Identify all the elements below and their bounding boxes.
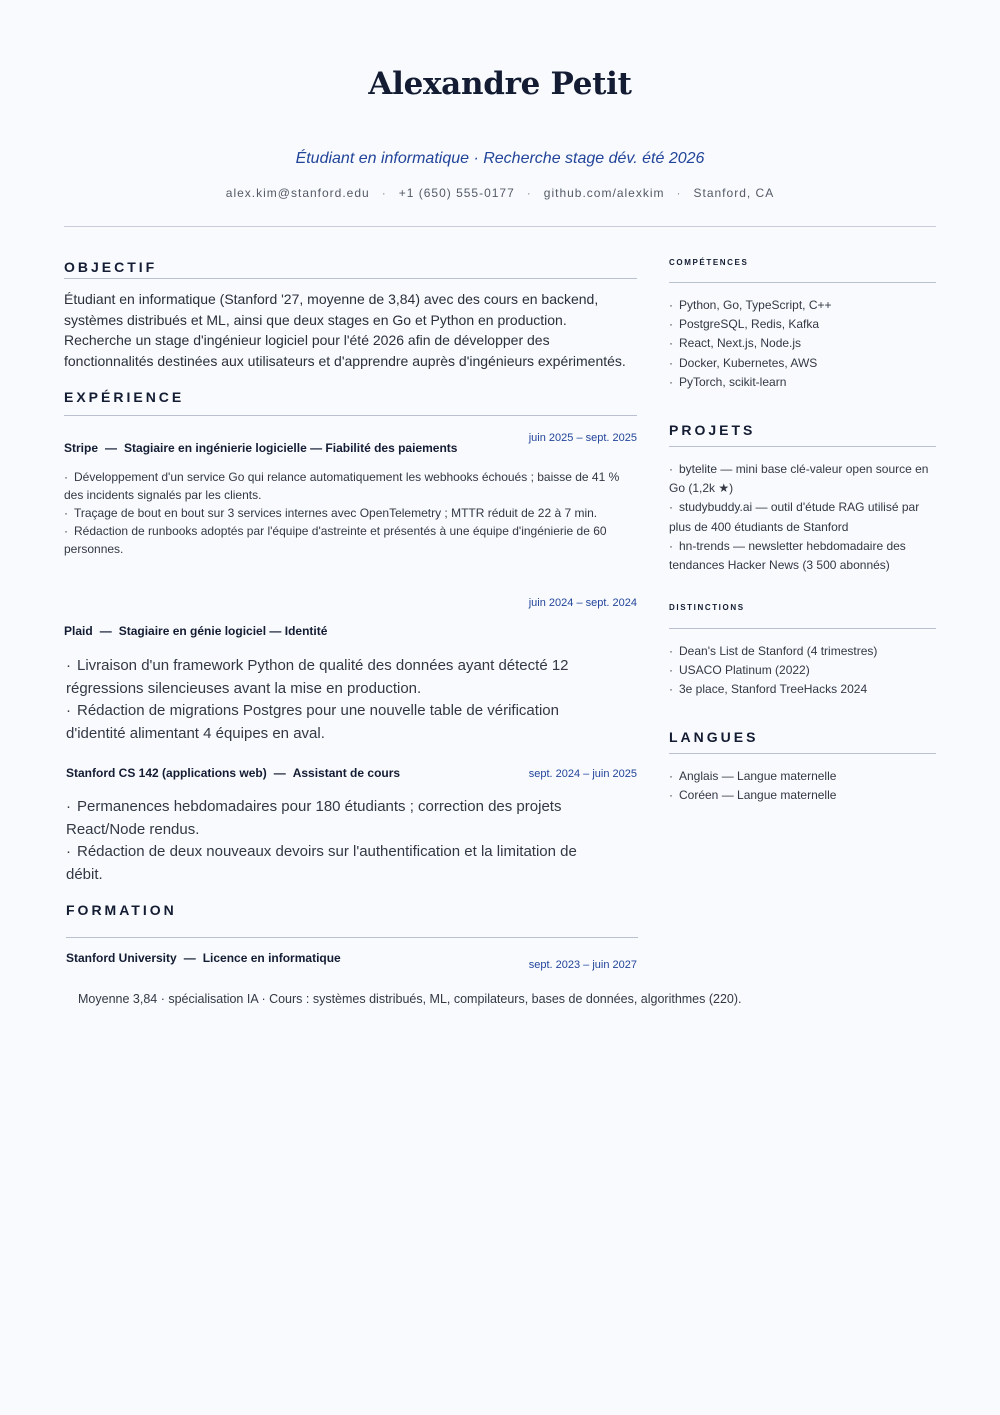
list-item: · PostgreSQL, Redis, Kafka xyxy=(669,315,937,334)
contact-separator: · xyxy=(381,186,387,200)
objective-text: Étudiant en informatique (Stanford '27, moyenne de 3,84) avec des cours en backend, systèmes distribués et ML, ainsi que deux stages en Go et Python en production. Recherche un stage d'ingénieur logiciel pour l'été 2026 afin de développer des fonctionnalités destinées aux utilisateurs et d'apprendre auprès d'ingénieurs expérimentés. xyxy=(64,291,626,369)
list-item: · React, Next.js, Node.js xyxy=(669,334,937,353)
objective-heading: OBJECTIF xyxy=(64,259,158,275)
contact-separator: · xyxy=(526,186,532,200)
job-dates: juin 2024 – sept. 2024 xyxy=(528,597,637,609)
list-item: · Coréen — Langue maternelle xyxy=(669,786,937,805)
contact-phone: +1 (650) 555-0177 xyxy=(398,186,515,200)
education-dash: — xyxy=(183,951,196,965)
languages-rule xyxy=(669,753,936,754)
list-item: · Rédaction de migrations Postgres pour une nouvelle table de vérification d'identité alimentant 4 équipes en aval. xyxy=(66,700,616,745)
candidate-name: Alexandre Petit xyxy=(368,66,632,102)
education-school: Stanford University xyxy=(66,951,177,965)
list-item: · 3e place, Stanford TreeHacks 2024 xyxy=(669,680,937,699)
projects-list xyxy=(669,460,937,575)
list-item: · USACO Platinum (2022) xyxy=(669,661,937,680)
contact-location: Stanford, CA xyxy=(693,186,775,200)
list-item: · studybuddy.ai — outil d'étude RAG utilisé par plus de 400 étudiants de Stanford xyxy=(669,498,937,536)
experience-rule xyxy=(64,415,637,416)
job-role: Assistant de cours xyxy=(292,766,401,780)
job-title xyxy=(64,624,327,638)
job-role: Stagiaire en génie logiciel — Identité xyxy=(118,624,328,638)
skills-list xyxy=(669,296,937,392)
list-item: · Dean's List de Stanford (4 trimestres) xyxy=(669,642,937,661)
list-item: · Docker, Kubernetes, AWS xyxy=(669,354,937,373)
job-org: Stanford CS 142 (applications web) xyxy=(66,766,267,780)
education-heading: FORMATION xyxy=(66,902,177,918)
list-item: · PyTorch, scikit-learn xyxy=(669,373,937,392)
job-bullets xyxy=(66,796,616,886)
skills-heading: COMPÉTENCES xyxy=(669,258,749,267)
languages-list xyxy=(669,767,937,805)
contact-line xyxy=(0,186,1000,200)
list-item: · Rédaction de deux nouveaux devoirs sur l'authentification et la limitation de débit. xyxy=(66,841,616,886)
job-role: Stagiaire en ingénierie logicielle — Fiabilité des paiements xyxy=(124,441,458,455)
job-org: Stripe xyxy=(64,441,99,455)
job-dash: — xyxy=(99,624,112,638)
list-item: · Traçage de bout en bout sur 3 services internes avec OpenTelemetry ; MTTR réduit de 22 à 7 min. xyxy=(64,504,636,522)
list-item: · Anglais — Langue maternelle xyxy=(669,767,937,786)
contact-github: github.com/alexkim xyxy=(543,186,665,200)
contact-separator: · xyxy=(676,186,682,200)
experience-heading: EXPÉRIENCE xyxy=(64,389,185,405)
job-title xyxy=(66,766,400,780)
job-title xyxy=(64,441,457,455)
list-item: · Livraison d'un framework Python de qualité des données ayant détecté 12 régressions silencieuses avant la mise en production. xyxy=(66,655,616,700)
job-dash: — xyxy=(273,766,286,780)
contact-email: alex.kim@stanford.edu xyxy=(225,186,370,200)
list-item: · Rédaction de runbooks adoptés par l'équipe d'astreinte et présentés à une équipe d'ingénierie de 60 personnes. xyxy=(64,522,636,558)
job-org: Plaid xyxy=(64,624,93,638)
projects-rule xyxy=(669,446,936,447)
job-dates: sept. 2024 – juin 2025 xyxy=(528,768,637,780)
skills-rule xyxy=(669,282,936,283)
list-item: · Permanences hebdomadaires pour 180 étudiants ; correction des projets React/Node rendus. xyxy=(66,796,616,841)
header-divider xyxy=(64,226,936,227)
list-item: · Python, Go, TypeScript, C++ xyxy=(669,296,937,315)
education-rule xyxy=(66,937,638,938)
job-bullets xyxy=(66,655,616,745)
honors-rule xyxy=(669,628,936,629)
languages-heading: LANGUES xyxy=(669,729,759,745)
job-dash: — xyxy=(105,441,118,455)
honors-heading: DISTINCTIONS xyxy=(669,603,745,612)
education-title xyxy=(66,951,341,965)
projects-heading: PROJETS xyxy=(669,422,756,438)
education-degree: Licence en informatique xyxy=(202,951,341,965)
education-note: Moyenne 3,84 · spécialisation IA · Cours : systèmes distribués, ML, compilateurs, bases de données, algorithmes (220). xyxy=(78,992,742,1006)
education-dates: sept. 2023 – juin 2027 xyxy=(528,959,637,971)
honors-list xyxy=(669,642,937,700)
list-item: · bytelite — mini base clé-valeur open source en Go (1,2k ★) xyxy=(669,460,937,498)
list-item: · hn-trends — newsletter hebdomadaire des tendances Hacker News (3 500 abonnés) xyxy=(669,537,937,575)
tagline: Étudiant en informatique · Recherche stage dév. été 2026 xyxy=(295,150,705,167)
list-item: · Développement d'un service Go qui relance automatiquement les webhooks échoués ; baisse de 41 % des incidents signalés par les clients. xyxy=(64,468,636,504)
job-bullets xyxy=(64,468,636,558)
job-dates: juin 2025 – sept. 2025 xyxy=(528,432,637,444)
objective-rule xyxy=(64,278,637,279)
